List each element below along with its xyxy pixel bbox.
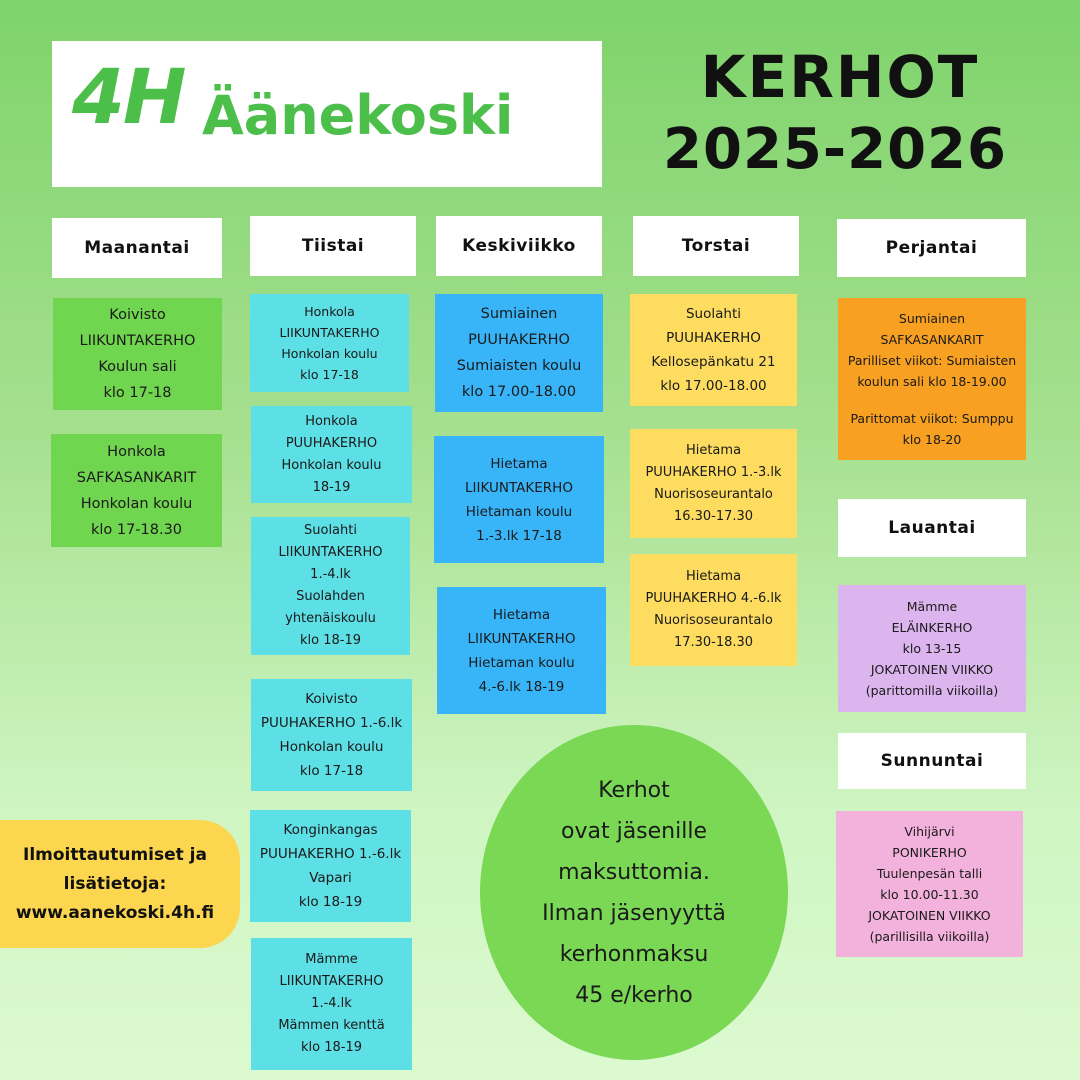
card-line: Kellosepänkatu 21 [651, 354, 776, 370]
card-line: Hietaman koulu [468, 654, 575, 671]
card-line: PUUHAKERHO 4.-6.lk [645, 591, 782, 606]
club-card-monday-1 [53, 298, 222, 410]
club-card-wednesday-2 [434, 436, 604, 563]
club-card-tuesday-2 [251, 406, 412, 503]
card-line: SAFKASANKARIT [76, 469, 197, 486]
club-card-tuesday-3 [251, 517, 410, 655]
day-monday: Maanantai [52, 218, 222, 278]
card-line: Sumiainen [898, 311, 966, 326]
logo-4h-mark: 4H [72, 52, 185, 141]
logo-box [52, 41, 602, 187]
card-line: Honkolan koulu [281, 457, 382, 473]
card-line: ELÄINKERHO [891, 620, 973, 635]
card-line: LIIKUNTAKERHO [467, 630, 576, 647]
card-line: LIIKUNTAKERHO [279, 974, 384, 989]
title-years: 2025-2026 [663, 117, 1007, 182]
card-line: Parittomat viikot: Sumppu [850, 411, 1014, 426]
card-line: Hietama [685, 569, 742, 584]
day-thursday: Torstai [633, 216, 799, 276]
club-card-monday-2 [51, 434, 222, 547]
club-card-thursday-2 [630, 429, 797, 538]
club-card-thursday-1 [630, 294, 797, 406]
card-line: SAFKASANKARIT [880, 332, 984, 347]
card-line: Vapari [309, 870, 352, 886]
card-line: PUUHAKERHO [468, 332, 570, 348]
card-line: klo 10.00-11.30 [880, 887, 979, 902]
fee-info-circle [480, 725, 788, 1060]
card-line: Sumiainen [480, 306, 558, 322]
day-sunday: Sunnuntai [838, 733, 1026, 789]
day-saturday: Lauantai [838, 499, 1026, 557]
card-line: Suolahti [685, 306, 741, 322]
card-line: Sumiaisten koulu [456, 358, 582, 374]
day-friday: Perjantai [837, 219, 1026, 277]
circle-line: Ilman jäsenyyttä [542, 900, 726, 926]
card-line: (parillisilla viikoilla) [869, 929, 990, 944]
day-wednesday: Keskiviikko [436, 216, 602, 276]
card-line: Honkola [305, 413, 358, 429]
info-website-link[interactable]: www.aanekoski.4h.fi [15, 902, 215, 923]
card-line: klo 17.00-18.00 [461, 384, 577, 400]
card-line: klo 17-18 [299, 763, 364, 779]
card-line: klo 17-18.30 [90, 521, 183, 538]
card-line: JOKATOINEN VIIKKO [868, 908, 991, 923]
club-card-sunday-1 [836, 811, 1023, 957]
club-card-tuesday-6 [251, 938, 412, 1070]
card-line: yhtenäiskoulu [285, 611, 376, 626]
club-card-friday-1 [838, 298, 1026, 460]
club-card-tuesday-1 [250, 294, 409, 392]
card-line: LIIKUNTAKERHO [278, 545, 383, 560]
card-line: 1.-4.lk [310, 567, 351, 582]
info-line: lisätietoja: [63, 873, 167, 894]
card-line: Hietama [490, 455, 548, 472]
circle-line: Kerhot [598, 777, 670, 803]
card-line: Koivisto [109, 307, 166, 323]
card-line: 17.30-18.30 [673, 635, 754, 650]
day-tuesday: Tiistai [250, 216, 416, 276]
info-line: Ilmoittautumiset ja [23, 844, 207, 865]
card-line: Nuorisoseurantalo [654, 613, 773, 628]
card-line: Honkolan koulu [279, 739, 384, 755]
club-card-tuesday-4 [251, 679, 412, 791]
circle-line: 45 e/kerho [575, 982, 693, 1008]
card-line: PONIKERHO [892, 845, 967, 860]
card-line: 1.-3.lk 17-18 [476, 527, 562, 544]
card-line: PUUHAKERHO 1.-3.lk [645, 464, 782, 480]
card-line: klo 18-20 [902, 432, 962, 447]
club-card-thursday-3 [630, 554, 797, 666]
title-kerhot: KERHOT [700, 43, 980, 111]
card-line: PUUHAKERHO [285, 435, 378, 451]
card-line: PUUHAKERHO 1.-6.lk [260, 715, 403, 731]
card-line: koulun sali klo 18-19.00 [857, 374, 1007, 389]
card-line: 16.30-17.30 [673, 508, 754, 524]
card-line: 18-19 [312, 479, 351, 495]
club-card-wednesday-3 [437, 587, 606, 714]
card-line: Konginkangas [283, 822, 378, 838]
card-line: Mämme [305, 952, 358, 967]
card-line: Nuorisoseurantalo [654, 486, 773, 502]
card-line: klo 17-18 [300, 367, 359, 382]
card-line: Mämme [906, 599, 958, 614]
card-line: klo 18-19 [298, 894, 363, 910]
card-line: Honkolan koulu [281, 346, 378, 361]
circle-line: ovat jäsenille [561, 818, 707, 844]
club-card-tuesday-5 [250, 810, 411, 922]
card-line: 4.-6.lk 18-19 [478, 678, 565, 695]
card-line: LIIKUNTAKERHO [279, 325, 380, 340]
card-line: Tuulenpesän talli [876, 866, 983, 881]
card-line: Honkola [107, 443, 166, 460]
card-line: klo 17.00-18.00 [660, 378, 767, 394]
card-line: Parilliset viikot: Sumiaisten [847, 353, 1017, 368]
card-line: Hietama [492, 606, 551, 623]
registration-info [0, 820, 240, 948]
circle-line: kerhonmaksu [559, 941, 709, 967]
card-line: Suolahti [304, 523, 357, 538]
card-line: klo 18-19 [300, 1040, 362, 1055]
card-line: LIIKUNTAKERHO [465, 479, 573, 496]
card-line: LIIKUNTAKERHO [79, 333, 196, 349]
card-line: Suolahden [296, 589, 365, 604]
card-line: Honkolan koulu [80, 495, 193, 512]
card-line: PUUHAKERHO 1.-6.lk [259, 846, 402, 862]
card-line: Koulun sali [98, 359, 177, 375]
card-line: JOKATOINEN VIIKKO [870, 662, 994, 677]
card-line: Vihijärvi [904, 824, 955, 839]
club-card-saturday-1 [838, 585, 1026, 712]
card-line: klo 17-18 [103, 385, 172, 401]
club-card-wednesday-1 [435, 294, 603, 412]
card-line: klo 13-15 [902, 641, 962, 656]
card-line: klo 18-19 [299, 633, 361, 648]
card-line: Hietama [685, 442, 742, 458]
card-line: (parittomilla viikoilla) [865, 683, 999, 698]
card-line: Mämmen kenttä [278, 1018, 385, 1033]
card-line: 1.-4.lk [311, 996, 352, 1011]
card-line: Koivisto [305, 691, 358, 707]
logo-name: Äänekoski [202, 84, 514, 147]
card-line: Hietaman koulu [465, 503, 573, 520]
circle-line: maksuttomia. [558, 859, 710, 885]
card-line: PUUHAKERHO [666, 330, 761, 346]
card-line: Honkola [304, 304, 355, 319]
